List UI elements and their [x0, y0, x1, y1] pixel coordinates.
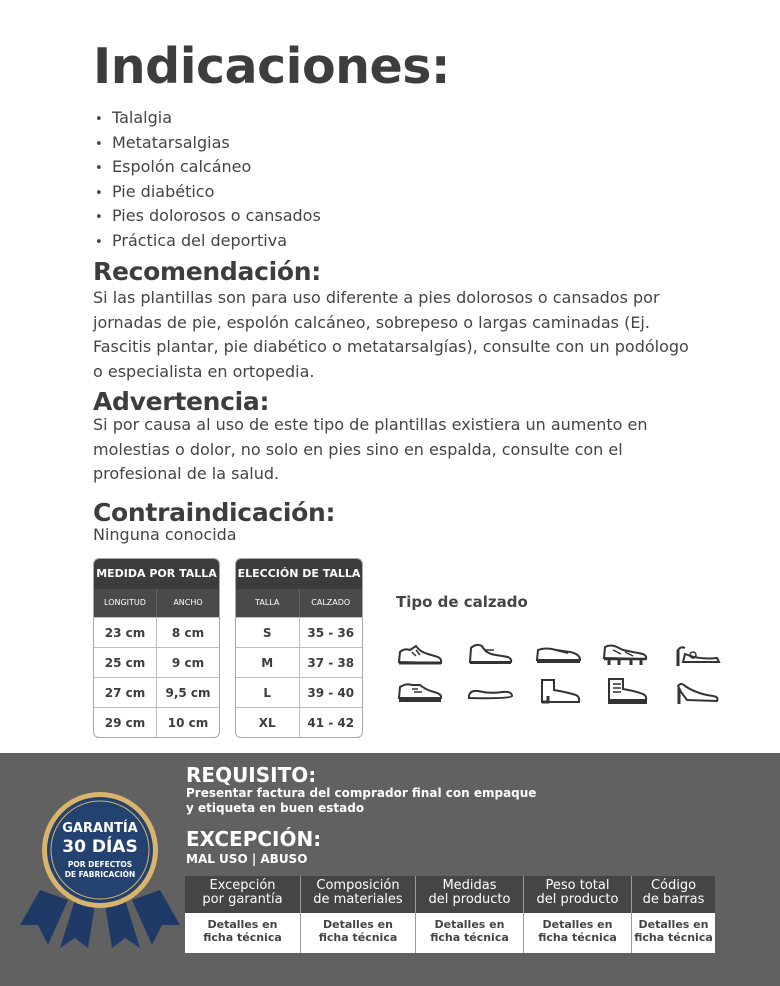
table-cell: Detalles en ficha técnica [318, 918, 398, 944]
column-header: LONGITUD [104, 598, 146, 607]
column-header: Excepción por garantía [185, 876, 300, 913]
trainer-icon [396, 676, 444, 706]
recommendation-heading: Recomendación: [93, 257, 321, 286]
table-row: 25 cm 9 cm [94, 647, 219, 677]
table-row: S 35 - 36 [236, 617, 362, 647]
size-choice-table [235, 558, 363, 738]
table-cell: Detalles en ficha técnica [430, 918, 509, 944]
table-row: 23 cm 8 cm [94, 617, 219, 647]
warning-heading: Advertencia: [93, 387, 270, 416]
column-header: Composición de materiales [301, 876, 415, 913]
ballet-flat-icon [466, 676, 514, 706]
list-item: • Pie diabético [95, 180, 321, 205]
spec-column [415, 876, 523, 953]
exception-text: MAL USO | ABUSO [186, 852, 308, 866]
column-header: Peso total del producto [524, 876, 631, 913]
bullet-icon: • [95, 234, 103, 250]
column-header: Código de barras [632, 876, 715, 913]
indications-list [95, 106, 321, 254]
soccer-cleat-icon [601, 638, 649, 668]
table-row: 29 cm 10 cm [94, 707, 219, 737]
table-cell: Detalles en ficha técnica [203, 918, 282, 944]
table-row: L 39 - 40 [236, 677, 362, 707]
contraindication-text: Ninguna conocida [93, 525, 237, 544]
warranty-badge-icon [20, 790, 180, 950]
spec-column [523, 876, 631, 953]
spec-column [185, 876, 300, 953]
table-cell: Detalles en ficha técnica [538, 918, 617, 944]
column-header: TALLA [255, 598, 280, 607]
list-item: • Práctica del deportiva [95, 229, 321, 254]
shoe-type-title: Tipo de calzado [396, 593, 528, 611]
sneaker-icon [466, 638, 514, 668]
badge-line2: 30 DÍAS [62, 837, 138, 857]
badge-line3: POR DEFECTOS [67, 860, 133, 869]
contraindication-heading: Contraindicación: [93, 498, 336, 527]
warning-text: Si por causa al uso de este tipo de plantillas existiera un aumento en molestias o dolor, no solo en pies sino en espalda, consulte con el profesional de la salud. [93, 415, 648, 484]
table-title: MEDIDA POR TALLA [94, 559, 219, 589]
table-header [236, 589, 362, 617]
bullet-icon: • [95, 112, 103, 127]
spec-column [300, 876, 415, 953]
spec-table [185, 876, 715, 953]
column-header: ANCHO [156, 589, 219, 617]
bullet-icon: • [95, 136, 103, 152]
size-measure-table [93, 558, 220, 738]
strap-sandal-icon [673, 638, 721, 668]
list-item: • Espolón calcáneo [95, 155, 321, 180]
high-heel-icon [673, 676, 721, 706]
ankle-boot-icon [534, 676, 582, 706]
bullet-icon: • [95, 185, 103, 201]
spec-column [631, 876, 715, 953]
badge-line1: GARANTÍA [62, 821, 138, 836]
loafer-icon [534, 638, 582, 668]
list-item: • Talalgia [95, 106, 321, 131]
recommendation-text: Si las plantillas son para uso diferente a pies dolorosos o cansados por jornadas de pie, espolón calcáneo, sobrepeso o largas caminadas (Ej. Fascitis plantar, pie diabético o metatarsalgías), consulte con un podólogo o especialista en ortopedia. [93, 288, 689, 381]
table-row: 27 cm 9,5 cm [94, 677, 219, 707]
requirement-heading: REQUISITO: [186, 763, 317, 787]
work-boot-icon [601, 676, 649, 706]
table-title: ELECCIÓN DE TALLA [236, 559, 362, 589]
column-header: Medidas del producto [416, 876, 523, 913]
bullet-icon: • [95, 210, 103, 226]
list-item: • Pies dolorosos o cansados [95, 204, 321, 229]
column-header: CALZADO [299, 589, 363, 617]
requirement-text: Presentar factura del comprador final con empaque y etiqueta en buen estado [186, 786, 537, 815]
page-title: Indicaciones: [93, 38, 450, 95]
exception-heading: EXCEPCIÓN: [186, 827, 322, 851]
table-row: XL 41 - 42 [236, 707, 362, 737]
table-header [94, 589, 219, 617]
list-item: • Metatarsalgias [95, 131, 321, 156]
badge-line4: DE FABRICACIÓN [64, 870, 136, 879]
bullet-icon: • [95, 161, 103, 177]
running-shoe-icon [396, 638, 444, 668]
table-cell: Detalles en ficha técnica [634, 918, 713, 944]
table-row: M 37 - 38 [236, 647, 362, 677]
